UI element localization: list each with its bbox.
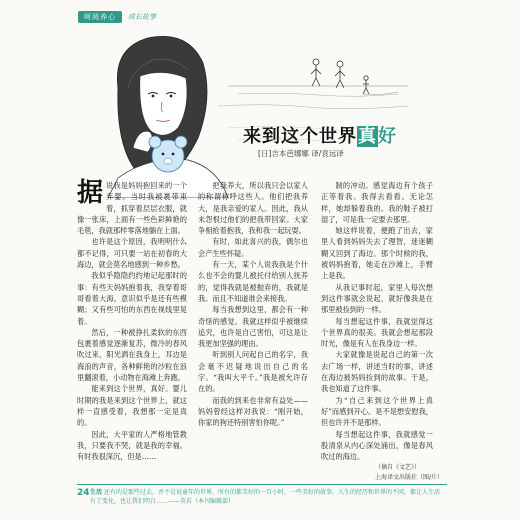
title-text: 来到这个世界: [243, 126, 357, 147]
source-note: （摘自《文艺》）: [375, 464, 421, 471]
paragraph: 从我记事时起，家里人每次想到这件事就会说起，就好像我是在那里被捡到的一样。: [321, 282, 433, 315]
article-title: [243, 122, 397, 148]
article-column-2: [198, 180, 308, 429]
paragraph: 听到别人问起自己的名字，我会毫不迟疑地说出自己的名字。“我叫大平千。”我是被允许存在的。: [198, 350, 308, 394]
footer-label: 生活: [90, 489, 103, 496]
footer-text: 还有的是那些过去，并不是说童年的世界，所有的都美好的一百小时，一些美好的故事。人生的经历和世界的不同，都让人生活有了变化，也让我们明白……——莫若（本刊编辑部）: [90, 489, 440, 505]
paragraph: 大家就像是说起自己的第一次去广场一样，讲述当时的事，讲述在海边被妈妈捡到的故事。于是，我也知道了这件事。: [321, 350, 433, 394]
paragraph: 制的冲动。感觉海边有个孩子正等着我。我得去看看。无论怎样，她却躲着我的。我的鞋子被打湿了，可是我一定要去那里。: [321, 181, 433, 224]
footer-divider: [77, 484, 447, 485]
paragraph: 能来到这个世界，真好。婴儿时期的我是来到这个世界上，就这样一直感受着，我想那一定是真的。: [77, 384, 187, 428]
page-number: 24: [77, 488, 90, 498]
paragraph: 把我养大，所以我只会以家人的称谓称呼这些人。他们把我养大，是我亲爱的家人。因此，我从未怨恨过他们的把我带回家。大家争相抢着抱我，我和我一起玩耍。: [198, 181, 308, 236]
article-column-1: [77, 180, 187, 462]
footer-note: [90, 488, 445, 506]
title-highlight: 真: [358, 126, 377, 147]
paragraph: 每当想起这件事，我就觉得这个世界真的很美。我就会想起那段时光，像是有人在我身边一样。: [321, 316, 433, 349]
article-illustration: [78, 28, 458, 198]
section-subtitle: 成长故事: [128, 13, 156, 21]
paragraph: 她这样说着，便跑了出去，家里人看到妈妈失去了理智，迷迷糊糊又回到了海边。那个时候的我，被妈妈抱着，她走在沙滩上，手臂上是我。: [321, 226, 433, 281]
paragraph: 因此，大平家的人严格地管教我，只要我不哭，就是我的幸福。有时我很深沉，但是……: [77, 429, 187, 462]
paragraph: 为“自己来到这个世界上真好”而感到开心。是不是想安慰我，但也许并不是那样。: [321, 395, 433, 428]
section-badge: 呵阅养心: [78, 11, 122, 23]
paragraph: 每当想起这件事，我就感觉一股清泉从内心深处涌出，像是春风吹过的海边。: [321, 429, 433, 462]
source-publisher: 上海译文出版社（图/片）: [375, 474, 444, 481]
article-byline: [日]吉本芭娜娜 译/袁远译: [258, 149, 344, 158]
paragraph: 而我的到来也非常有益处——妈妈曾经这样对我说：“刚开始，你家的狗还特别害怕你呢。”: [198, 395, 308, 428]
paragraph: 每当我想到这里，都会有一种奇怪的感觉。我就这样似乎被继续追究，也许是自己害怕，可这是让我更加坚强的理由。: [198, 305, 308, 349]
paragraph: 有时，如此喜兴的我，偶尔也会产生些怀疑。: [198, 237, 308, 258]
section-header: [78, 10, 156, 24]
paragraph: 也许是这个原因，我明明什么都不记得，可只要一站在初春的大海边，就会莫名地感到一种乡愁。: [77, 237, 187, 270]
article-column-3: [321, 180, 433, 462]
paragraph: 有一天，某个人说我我是个什么也不会的婴儿被托付给别人抚养的，觉得我就是被抛弃的，我就是我。而且不知道谁会来接我。: [198, 260, 308, 303]
drop-cap: 据: [77, 178, 104, 208]
paragraph: 我似乎隐隐约约地记起那时的事：有些天妈妈抱着我，我穿着哥哥看着大海，意识似乎是还有些模糊；又有些可怕的东西在视线里晃着。: [77, 271, 187, 326]
title-end: 好: [378, 126, 397, 147]
paragraph: 说我是妈妈抱回来的一个弃婴。当时我被裹带束着，抓穿着层层衣服，就像一张床，上面有一些色彩鲜艳的毛毯，我就那样零落地躺在上面。: [77, 181, 187, 236]
paragraph: 然后，一种被挣扎柔软的东西包裹着感觉逐渐复苏，微冷的春风吹过来，阳光洒在我身上，耳边是海浪的声音，各种鲜艳的沙粒在浪里翻滚着，小动物在海滩上奔跑。: [77, 327, 187, 383]
